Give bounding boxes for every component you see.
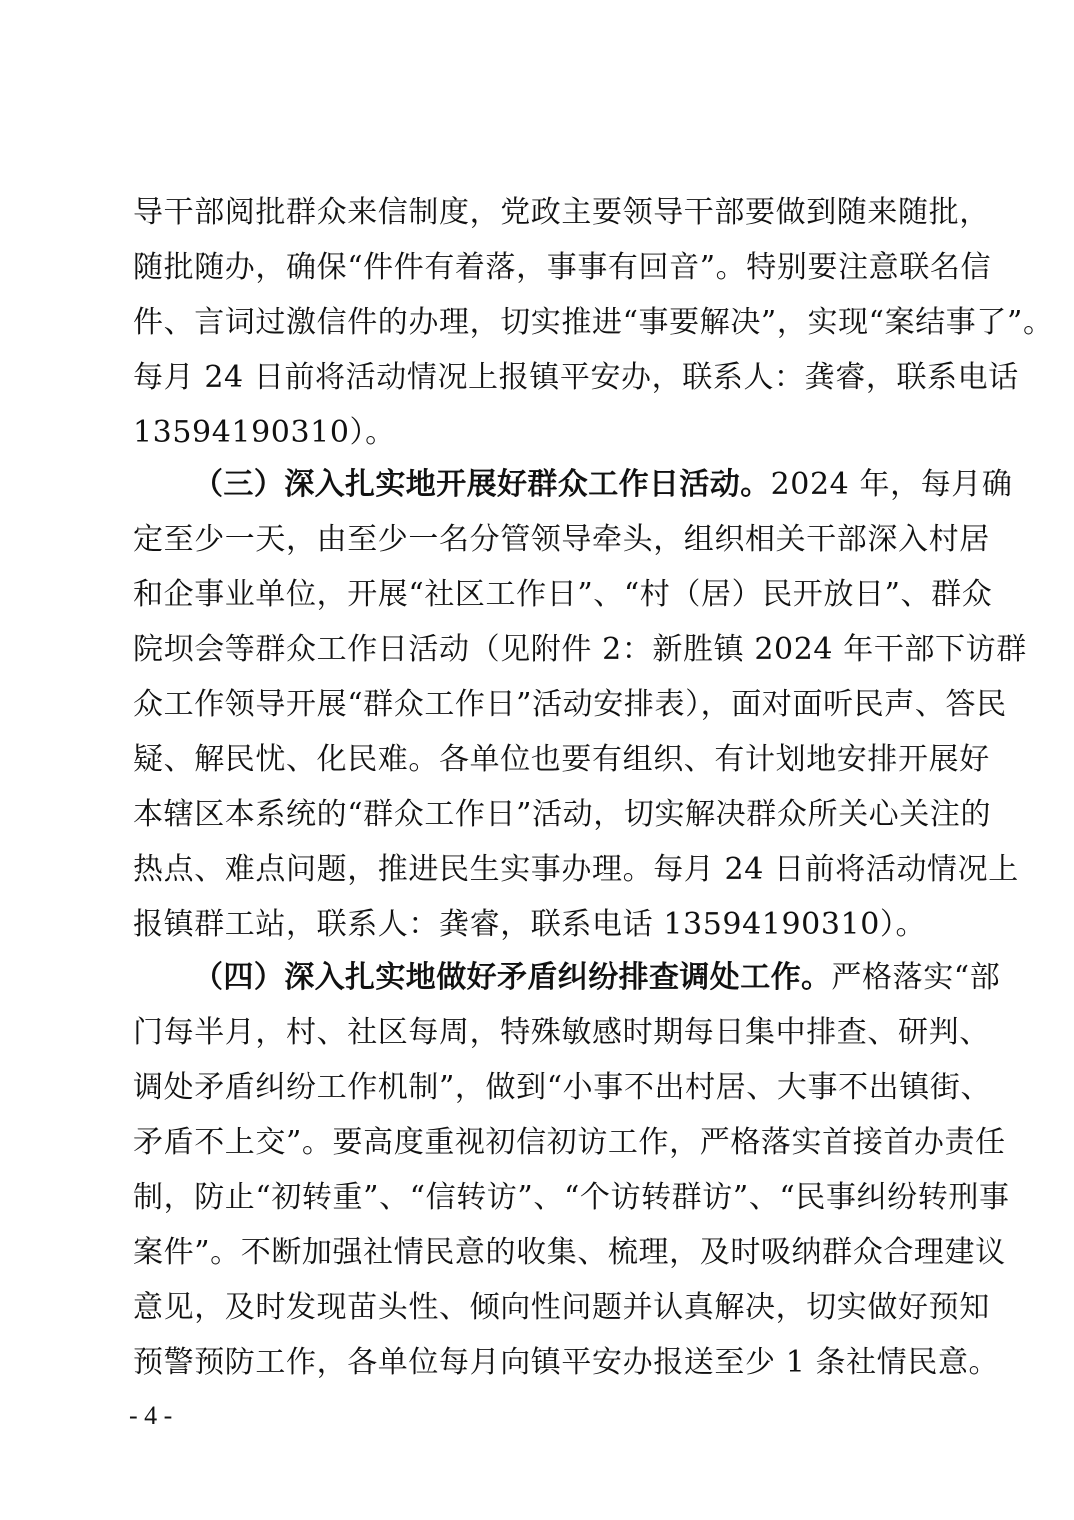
body-line: 院坝会等群众工作日活动（见附件 2：新胜镇 2024 年干部下访群 — [133, 632, 1027, 667]
body-line: 定至少一天，由至少一名分管领导牵头，组织相关干部深入村居 — [133, 522, 990, 557]
body-line: 疑、解民忧、化民难。各单位也要有组织、有计划地安排开展好 — [133, 742, 990, 777]
body-line: 矛盾不上交”。要高度重视初信初访工作，严格落实首接首办责任 — [133, 1125, 1006, 1160]
body-line: 和企事业单位，开展“社区工作日”、“村（居）民开放日”、群众 — [133, 577, 993, 612]
body-line: 案件”。不断加强社情民意的收集、梳理，及时吸纳群众合理建议 — [133, 1235, 1006, 1270]
body-line: 预警预防工作，各单位每月向镇平安办报送至少 1 条社情民意。 — [133, 1345, 1000, 1380]
body-line: 导干部阅批群众来信制度，党政主要领导干部要做到随来随批， — [133, 195, 990, 230]
body-line: 本辖区本系统的“群众工作日”活动，切实解决群众所关心关注的 — [133, 797, 992, 832]
body-line: 调处矛盾纠纷工作机制”，做到“小事不出村居、大事不出镇街、 — [133, 1070, 992, 1105]
section-3-first-line — [193, 465, 1013, 505]
section-4-heading: （四）深入扎实地做好矛盾纠纷排查调处工作。 — [193, 960, 832, 995]
section-4-lead-text: 严格落实“部 — [831, 960, 1001, 995]
body-line: 件、言词过激信件的办理，切实推进“事要解决”，实现“案结事了”。 — [133, 305, 1054, 340]
body-line: 热点、难点问题，推进民生实事办理。每月 24 日前将活动情况上 — [133, 852, 1019, 887]
body-line: 报镇群工站，联系人：龚睿，联系电话 13594190310）。 — [133, 907, 927, 942]
body-line: 每月 24 日前将活动情况上报镇平安办，联系人：龚睿，联系电话 — [133, 360, 1019, 395]
body-line: 意见，及时发现苗头性、倾向性问题并认真解决，切实做好预知 — [133, 1290, 990, 1325]
section-4-first-line — [193, 958, 1003, 998]
body-line: 众工作领导开展“群众工作日”活动安排表），面对面听民声、答民 — [133, 687, 1007, 722]
section-3-lead-text: 2024 年，每月确 — [770, 467, 1013, 502]
body-line: 门每半月，村、社区每周，特殊敏感时期每日集中排查、研判、 — [133, 1015, 990, 1050]
body-line: 13594190310）。 — [133, 415, 396, 450]
page-number: - 4 - — [129, 1401, 173, 1430]
body-line: 随批随办，确保“件件有着落，事事有回音”。特别要注意联名信 — [133, 250, 992, 285]
body-line: 制，防止“初转重”、“信转访”、“个访转群访”、“民事纠纷转刑事 — [133, 1180, 1010, 1215]
section-3-heading: （三）深入扎实地开展好群众工作日活动。 — [193, 467, 771, 502]
